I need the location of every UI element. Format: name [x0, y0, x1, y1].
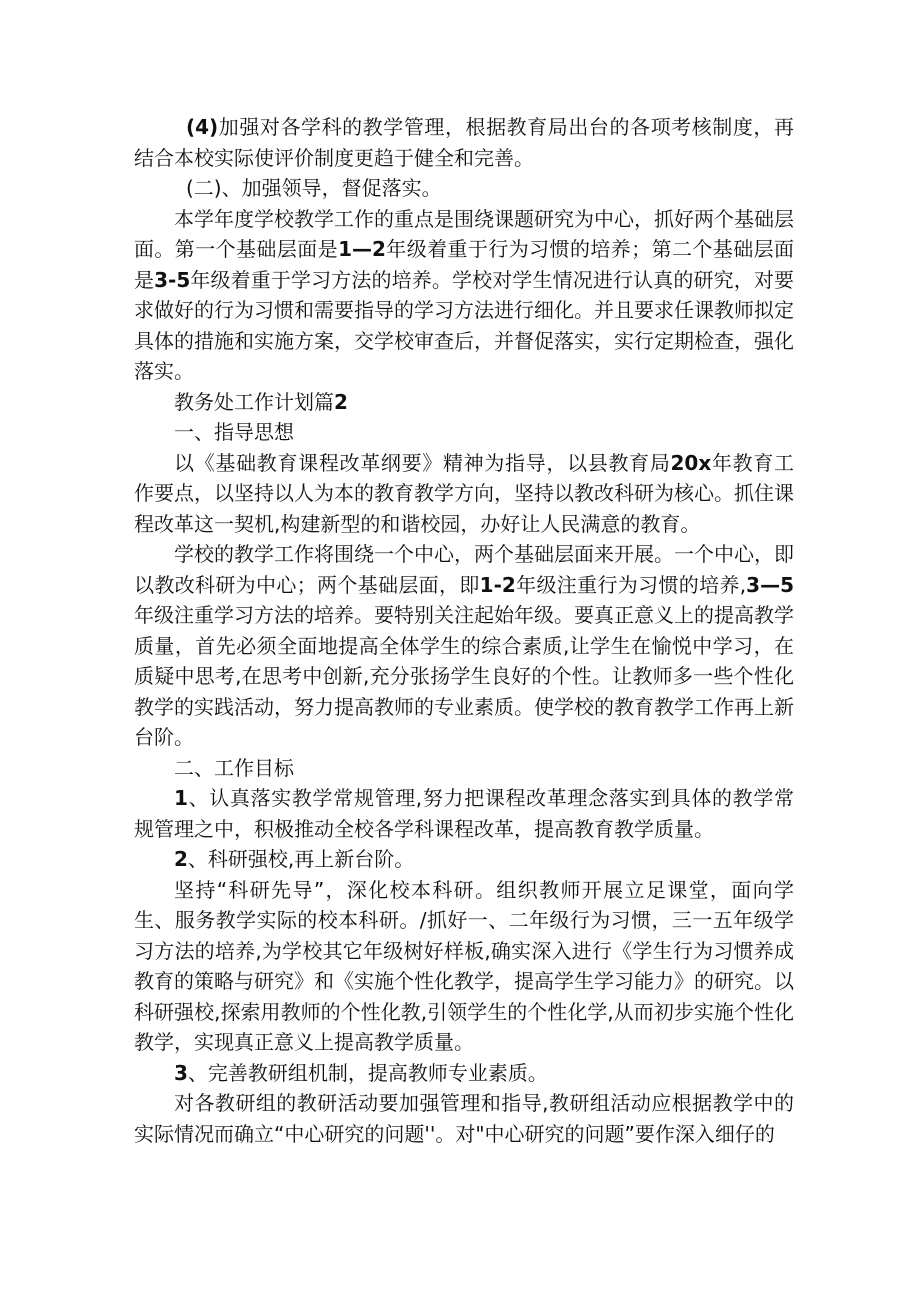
paragraph-text: 年级着重于学习方法的培养。学校对学生情况进行认真的研究，对要求做好的行为习惯和需要指导的学习方法进行细化。并且要求任课教师拟定具体的措施和实施方案，交学校审查后，并督促落实，实行定期检查，强化落实。 [134, 267, 795, 383]
goal-text: 、认真落实教学常规管理,努力把课程改革理念落实到具体的教学常规管理之中，积极推动全校各学科课程改革，提高教育教学质量。 [134, 786, 794, 841]
paragraph-item-4 [134, 112, 794, 173]
grade-range: 3-5 [154, 267, 191, 292]
goal-text: 、科研强校,再上新台阶。 [187, 847, 415, 871]
chapter-number: 2 [334, 389, 348, 414]
section-heading-guiding-thought: 一、指导思想 [174, 420, 294, 444]
paragraph-text: 年级着重于行为习惯的培养；第二个基础层面是 [134, 237, 795, 292]
goal-number: 1 [174, 786, 188, 810]
grade-range: 3—5 [746, 572, 795, 597]
paragraph-text: 年教育工作要点，以坚持以人为本的教育教学方向，坚持以教改科研为核心。抓住课程改革这一契机,构建新型的和谐校园，办好让人民满意的教育。 [134, 450, 795, 536]
grade-range: 1—2 [338, 237, 386, 261]
goal-number: 2 [174, 847, 188, 871]
paragraph-teaching-work [134, 539, 794, 753]
document-body [134, 112, 794, 1149]
section-heading-work-goals: 二、工作目标 [174, 755, 294, 780]
goal-item-1 [134, 783, 794, 844]
grade-range: 1-2 [479, 572, 516, 597]
paragraph-focus [134, 204, 794, 387]
paragraph-text: 年级注重学习方法的培养。要特别关注起始年级。要真正意义上的提高教学质量，首先必须全面地提高全体学生的综合素质,让学生在愉悦中学习，在质疑中思考,在思考中创新,充分张扬学生良好的个性。让教师多一些个性化教学的实践活动，努力提高教师的专业素质。使学校的教育教学工作再上新台阶。 [134, 603, 794, 749]
section-heading-leadership: (二)、加强领导，督促落实。 [186, 176, 442, 200]
goal-item-2 [134, 844, 794, 875]
item-number: (4) [186, 115, 219, 139]
goal-number: 3 [174, 1060, 188, 1085]
paragraph-text: 加强对各学科的教学管理，根据教育局出台的各项考核制度，再结合本校实际使评价制度更趋于健全和完善。 [134, 115, 794, 170]
year-label: 20x [670, 450, 712, 475]
paragraph-guidance [134, 448, 794, 540]
chapter-title-text: 教务处工作计划篇 [174, 389, 334, 414]
paragraph-text: 本学年度学校教学工作的重点是围绕课题研究为中心，抓好两个基础层面。第一个基础层面是 [134, 206, 794, 261]
paragraph-research: 坚持“科研先导”，深化校本科研。组织教师开展立足课堂，面向学生、服务教学实际的校本科研。/抓好一、二年级行为习惯，三一五年级学习方法的培养,为学校其它年级树好样板,确实深入进行《学生行为习惯养成教育的策略与研究》和《实施个性化教学，提高学生学习能力》的研究。以科研强校,探索用教师的个性化教,引领学生的个性化学,从而初步实施个性化教学，实现真正意义上提高教学质量。 [134, 877, 794, 1054]
paragraph-text: 学校的教学工作将围绕一个中心，两个基础层面来开展。一个中心，即以教改科研为中心；两个基础层面，即 [134, 542, 794, 597]
paragraph-text: 以《基础教育课程改革纲要》精神为指导，以县教育局 [174, 450, 671, 475]
chapter-title [134, 387, 794, 418]
goal-item-3 [134, 1058, 794, 1089]
paragraph-text: 年级注重行为习惯的培养, [515, 572, 747, 597]
paragraph-teaching-groups: 对各教研组的教研活动要加强管理和指导,教研组活动应根据教学中的实际情况而确立“中心研究的问题''。对"中心研究的问题”要作深入细仔的 [134, 1091, 794, 1146]
goal-text: 、完善教研组机制，提高教师专业素质。 [187, 1060, 548, 1085]
